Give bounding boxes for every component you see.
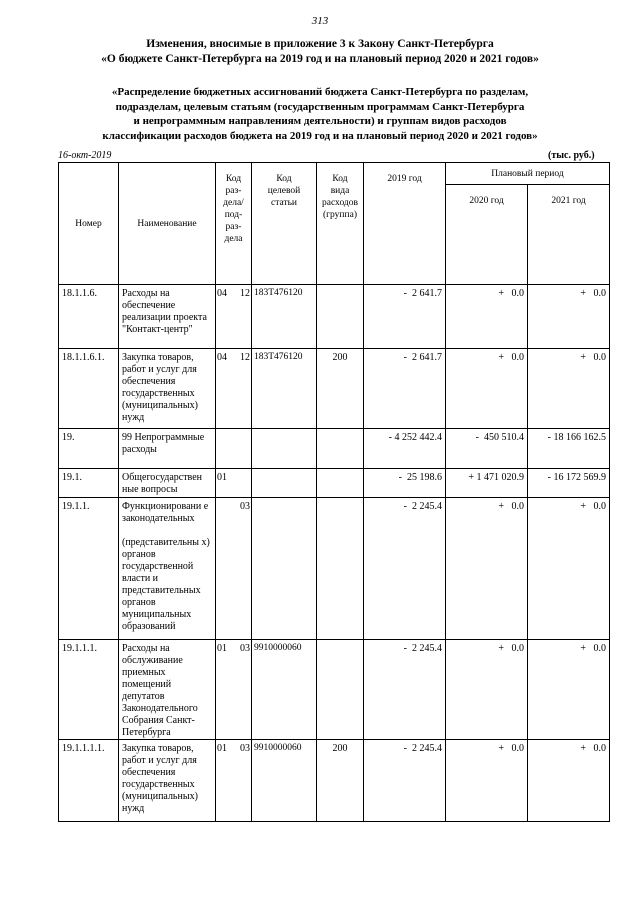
row-2020: + 0.0 (446, 740, 528, 822)
title-line-1: Изменения, вносимые в приложение 3 к Закону Санкт-Петербурга (146, 38, 494, 50)
row-name: Расходы на обслуживание приемных помещений депутатов Законодательного Собрания Санкт-Петербурга (119, 640, 216, 740)
row-2019: - 2 245.4 (364, 640, 446, 740)
row-2020: + 1 471 020.9 (446, 469, 528, 498)
row-vr (317, 640, 364, 740)
row-vr (317, 285, 364, 349)
header-name: Наименование (119, 163, 216, 285)
header-section-line: раз- (225, 222, 242, 232)
document-title (0, 37, 640, 67)
header-planned-period: Плановый период (446, 163, 610, 185)
row-vr (317, 469, 364, 498)
row-name-part: (представительны х) органов государственной власти и представительных органов муниципальных образований (122, 537, 210, 632)
row-number: 19. (59, 429, 119, 469)
row-subsection: 03 (232, 640, 252, 740)
row-section: 01 (216, 740, 232, 822)
table-row (59, 285, 610, 349)
row-vr: 200 (317, 740, 364, 822)
units-label: (тыс. руб.) (548, 150, 595, 161)
row-name: Закупка товаров, работ и услуг для обеспечения государственных (муниципальных) нужд (119, 740, 216, 822)
header-target-line: статьи (270, 198, 298, 208)
header-target (252, 163, 317, 285)
row-target: 9910000060 (252, 740, 317, 822)
row-2021: + 0.0 (528, 640, 610, 740)
row-2021: + 0.0 (528, 740, 610, 822)
row-name: 99 Непрограммные расходы (119, 429, 216, 469)
document-date: 16-окт-2019 (58, 150, 112, 161)
subtitle-line-1: «Распределение бюджетных ассигнований бюджета Санкт-Петербурга по разделам, (111, 86, 529, 98)
row-number: 18.1.1.6. (59, 285, 119, 349)
header-section-line: Код (225, 174, 242, 184)
table-row (59, 349, 610, 429)
header-section-line: дела/ (223, 198, 244, 208)
header-2019: 2019 год (364, 163, 446, 285)
row-number: 19.1.1.1.1. (59, 740, 119, 822)
row-2020: + 0.0 (446, 640, 528, 740)
row-section: 01 (216, 640, 232, 740)
table-row (59, 469, 610, 498)
header-section (216, 163, 252, 285)
page-number: 313 (311, 15, 329, 27)
row-number: 18.1.1.6.1. (59, 349, 119, 429)
row-number: 19.1. (59, 469, 119, 498)
row-subsection (232, 469, 252, 498)
row-2020: + 0.0 (446, 498, 528, 640)
row-name: Расходы на обеспечение реализации проекта "Контакт-центр" (119, 285, 216, 349)
header-vr-line: Код (332, 174, 348, 184)
table-row (59, 498, 610, 640)
table-row (59, 640, 610, 740)
row-number: 19.1.1.1. (59, 640, 119, 740)
table-row (59, 740, 610, 822)
row-2021: - 18 166 162.5 (528, 429, 610, 469)
row-2019: - 4 252 442.4 (364, 429, 446, 469)
row-target: 9910000060 (252, 640, 317, 740)
row-section: 04 (216, 285, 232, 349)
header-section-line: под- (224, 210, 243, 220)
table-header-row (59, 163, 610, 185)
row-2020: + 0.0 (446, 349, 528, 429)
row-vr: 200 (317, 349, 364, 429)
header-2021: 2021 год (528, 185, 610, 285)
row-2021: + 0.0 (528, 498, 610, 640)
header-target-line: целевой (267, 186, 301, 196)
subtitle-line-4: классификации расходов бюджета на 2019 год и на плановый период 2020 и 2021 годов» (102, 129, 538, 142)
row-subsection: 03 (232, 740, 252, 822)
row-2021: - 16 172 569.9 (528, 469, 610, 498)
row-subsection: 12 (232, 349, 252, 429)
header-vr-line: (группа) (323, 210, 357, 220)
row-name: Закупка товаров, работ и услуг для обеспечения государственных (муниципальных) нужд (119, 349, 216, 429)
row-2019: - 2 245.4 (364, 740, 446, 822)
row-vr (317, 429, 364, 469)
row-2019: - 2 245.4 (364, 498, 446, 640)
header-target-line: Код (276, 174, 292, 184)
document-subtitle (30, 85, 610, 143)
row-subsection (232, 429, 252, 469)
header-2020: 2020 год (446, 185, 528, 285)
row-2019: - 2 641.7 (364, 349, 446, 429)
row-name-part: Функционировани е законодательных (122, 501, 209, 524)
row-section: 04 (216, 349, 232, 429)
header-vr-line: вида (330, 186, 350, 196)
row-target (252, 429, 317, 469)
row-target (252, 469, 317, 498)
header-section-line: дела (224, 234, 243, 244)
header-vr (317, 163, 364, 285)
row-target (252, 498, 317, 640)
title-line-2: «О бюджете Санкт-Петербурга на 2019 год и на плановый период 2020 и 2021 годов» (101, 53, 539, 65)
table-row (59, 429, 610, 469)
row-name: Общегосударствен ные вопросы (119, 469, 216, 498)
row-2021: + 0.0 (528, 285, 610, 349)
row-subsection: 03 (232, 498, 252, 640)
row-2021: + 0.0 (528, 349, 610, 429)
row-target: 183Т476120 (252, 349, 317, 429)
row-section (216, 498, 232, 640)
row-2020: + 0.0 (446, 285, 528, 349)
row-2019: - 2 641.7 (364, 285, 446, 349)
row-number: 19.1.1. (59, 498, 119, 640)
budget-table (58, 162, 610, 822)
row-vr (317, 498, 364, 640)
row-2020: - 450 510.4 (446, 429, 528, 469)
header-vr-line: расходов (322, 198, 358, 208)
row-name (119, 498, 216, 640)
header-number: Номер (59, 163, 119, 285)
row-section: 01 (216, 469, 232, 498)
header-section-line: раз- (225, 186, 242, 196)
row-2019: - 25 198.6 (364, 469, 446, 498)
row-subsection: 12 (232, 285, 252, 349)
row-section (216, 429, 232, 469)
row-target: 183Т476120 (252, 285, 317, 349)
subtitle-line-2: подразделам, целевым статьям (государственным программам Санкт-Петербурга (115, 100, 525, 113)
subtitle-line-3: и непрограммным направлениям деятельности) и группам видов расходов (133, 115, 507, 127)
